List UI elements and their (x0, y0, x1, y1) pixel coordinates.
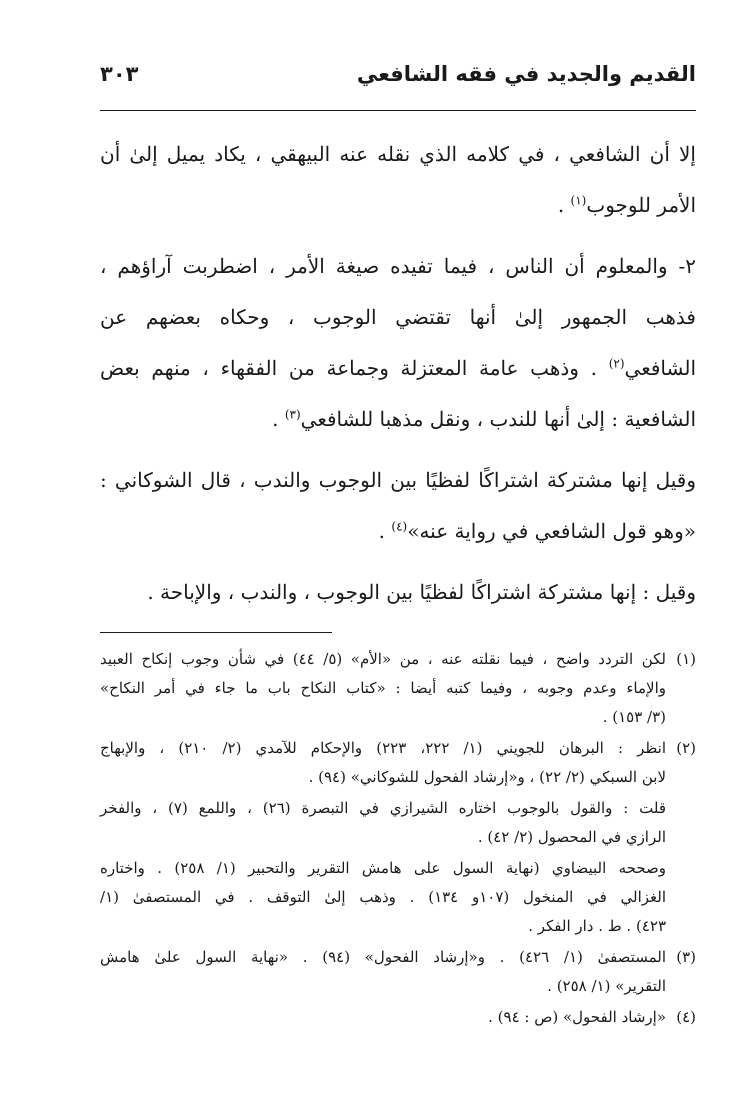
footnote-text (100, 943, 666, 1001)
footnote-2-note (100, 794, 696, 852)
footnote-line: (٣/ ١٥٣) . (602, 708, 666, 726)
footnote-line: التقرير» (١/ ٢٥٨) . (547, 977, 666, 995)
paragraph-line (100, 180, 696, 231)
paragraph-line: وقيل إنها مشتركة اشتراكًا لفظيًا بين الوجوب والندب ، قال الشوكاني : (100, 468, 696, 492)
header-rule (100, 110, 696, 111)
paragraph-line: إلا أن الشافعي ، في كلامه الذي نقله عنه البيهقي ، يكاد يميل إلىٰ أن (100, 142, 696, 166)
footnote-line: لكن التردد واضح ، فيما نقلته عنه ، من «الأم» (٥/ ٤٤) في شأن وجوب إنكاح العبيد (100, 650, 666, 668)
footnote-3 (100, 943, 696, 1001)
line-end: . (378, 519, 392, 543)
line-text: الشافعي (624, 356, 696, 380)
footnote-line: قلت : والقول بالوجوب اختاره الشيرازي في التبصرة (٢٦) ، واللمع (٧) ، والفخر (100, 799, 666, 817)
paragraph-line: فذهب الجمهور إلىٰ أنها تقتضي الوجوب ، وحكاه بعضهم عن (100, 305, 696, 329)
footnote-number: (٤) (676, 1008, 696, 1026)
footnote-4 (100, 1003, 696, 1032)
footnote-ref-4[interactable]: (٤) (391, 519, 408, 534)
paragraph-line: ٢- والمعلوم أن الناس ، فيما تفيده صيغة الأمر ، اضطربت آراؤهم ، (100, 254, 696, 278)
paragraph-line (100, 394, 696, 445)
footnote-number: (٣) (676, 948, 696, 966)
paragraph-line: وقيل : إنها مشتركة اشتراكًا لفظيًا بين الوجوب ، والندب ، والإباحة . (147, 580, 696, 604)
line-end: . وذهب عامة المعتزلة وجماعة من الفقهاء ، منهم بعض (100, 356, 609, 380)
line-end: . (557, 193, 571, 217)
footnote-line: والإماء وعدم وجوبه ، وفيما كتبه أيضا : «كتاب النكاح باب ما جاء في أمر النكاح» (100, 679, 666, 697)
book-page (100, 62, 696, 1034)
footnote-line: «إرشاد الفحول» (ص : ٩٤) . (488, 1008, 666, 1026)
line-text: «وهو قول الشافعي في رواية عنه» (407, 519, 696, 543)
line-end: . (272, 407, 285, 431)
page-number: ٣٠٣ (100, 62, 139, 86)
footnote-line: ٤٢٣) . ط . دار الفكر . (528, 917, 666, 935)
paragraph-line (100, 343, 696, 394)
footnote-line: الرازي في المحصول (٢/ ٤٢) . (477, 828, 666, 846)
footnote-2 (100, 734, 696, 792)
footnote-text (100, 1003, 666, 1032)
footnote-number: (١) (676, 650, 696, 668)
line-text: الشافعية : إلىٰ أنها للندب ، ونقل مذهبا للشافعي (300, 407, 696, 431)
footnote-ref-3[interactable]: (٣) (284, 407, 301, 422)
paragraph-line (100, 506, 696, 557)
paragraph-3 (100, 455, 696, 557)
footnote-line: انظر : البرهان للجويني (١/ ٢٢٢، ٢٢٣) والإحكام للآمدي (٢/ ٢١٠) ، والإبهاج (100, 739, 667, 757)
footnote-text (100, 645, 666, 732)
footnote-ref-1[interactable]: (١) (570, 193, 587, 208)
footnote-ref-2[interactable]: (٢) (608, 356, 625, 371)
footnote-2-note (100, 854, 696, 941)
footnote-line: الغزالي في المنخول (١٠٧و ١٣٤) . وذهب إلىٰ التوقف . في المستصفىٰ (١/ (100, 888, 666, 906)
paragraph-4 (100, 567, 696, 618)
line-text: الأمر للوجوب (586, 193, 696, 217)
paragraph-2 (100, 241, 696, 445)
footnote-line: لابن السبكي (٢/ ٢٢) ، و«إرشاد الفحول للشوكاني» (٩٤) . (308, 768, 666, 786)
footnote-number: (٢) (676, 739, 696, 757)
running-title: القديم والجديد في فقه الشافعي (356, 62, 696, 86)
paragraph-1 (100, 129, 696, 231)
footnotes (100, 645, 696, 1032)
footnote-line: المستصفىٰ (١/ ٤٢٦) . و«إرشاد الفحول» (٩٤) . «نهاية السول علىٰ هامش (100, 948, 666, 966)
footnote-line: وصححه البيضاوي (نهاية السول على هامش التقرير والتحبير (١/ ٢٥٨) . واختاره (100, 859, 667, 877)
running-header (100, 62, 696, 110)
footnote-1 (100, 645, 696, 732)
footnote-separator (100, 632, 332, 633)
footnote-text (100, 734, 666, 792)
